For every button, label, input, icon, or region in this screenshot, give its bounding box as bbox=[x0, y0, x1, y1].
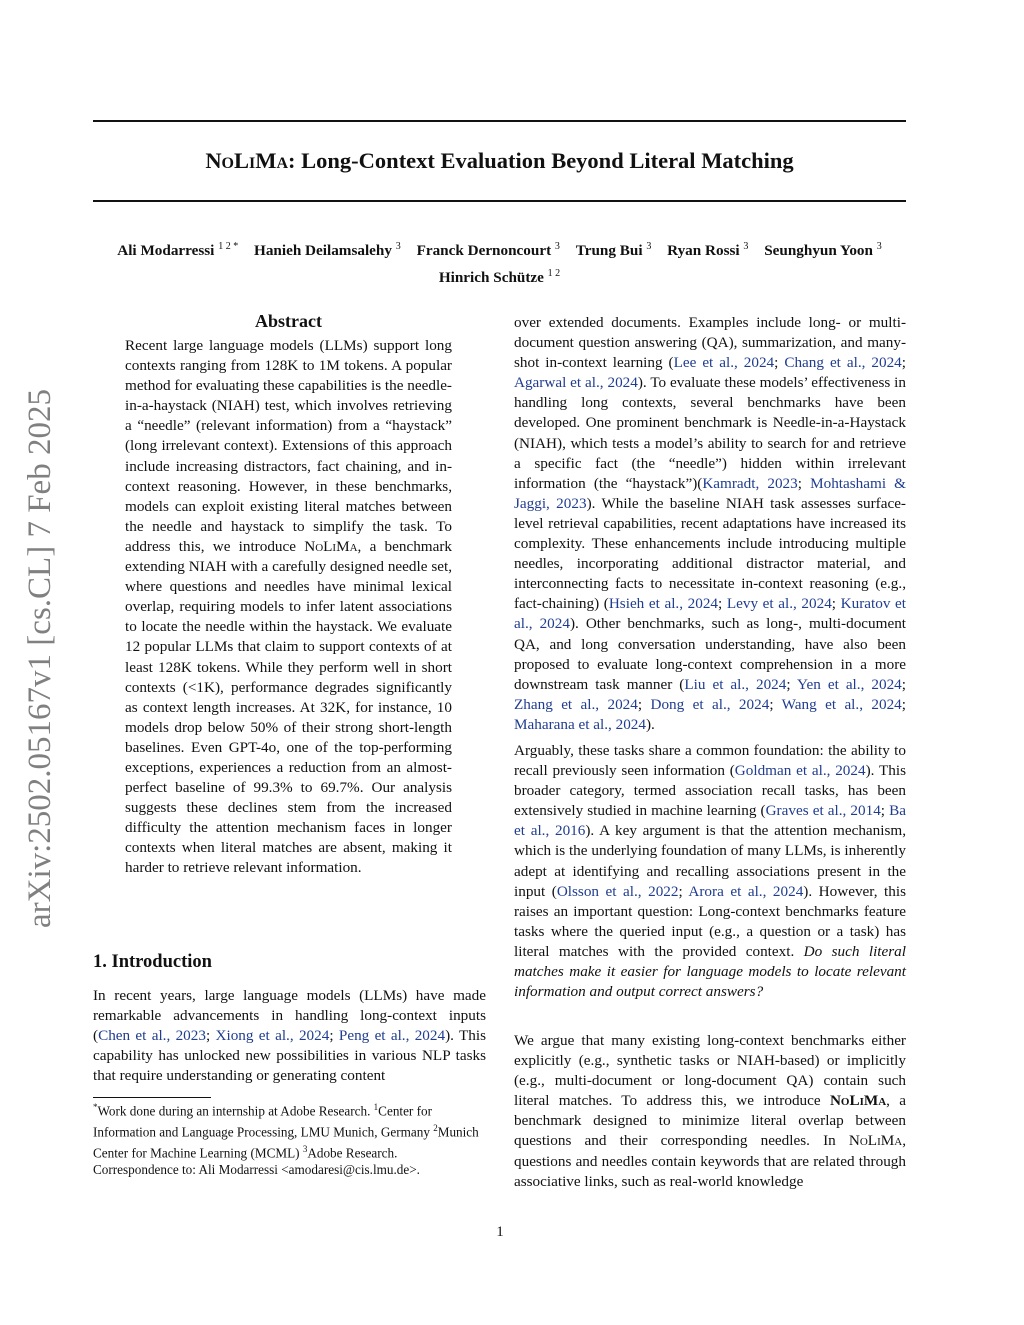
body-paragraph: We argue that many existing long-context benchmarks either explicitly (e.g., synthetic tasks or NIAH-based) or implicitly (e.g., multi-document or long-document QA) contain such literal matches. To address this, we introduce NoLiMa, a benchmark designed to minimize literal overlap between questions and their corresponding needles. In NoLiMa, questions and needles contain keywords that are related through associative links, such as real-world knowledge bbox=[514, 1032, 906, 1190]
citation-link[interactable]: Levy et al., 2024 bbox=[726, 595, 832, 613]
citation-link[interactable]: Graves et al., 2014 bbox=[765, 802, 881, 820]
citation-link[interactable]: Mohtashami & Jaggi, 2023 bbox=[514, 474, 906, 512]
author: Seunghyun Yoon $^3$ bbox=[764, 241, 882, 260]
footnote-divider bbox=[93, 1097, 211, 1098]
citation-link[interactable]: Agarwal et al., 2024 bbox=[514, 374, 638, 392]
author: Trung Bui $^3$ bbox=[575, 241, 652, 260]
citation-link[interactable]: Olsson et al., 2022 bbox=[556, 882, 679, 900]
author: Ryan Rossi $^3$ bbox=[667, 241, 749, 260]
citation-link[interactable]: Dong et al., 2024 bbox=[650, 695, 770, 713]
citation-link[interactable]: Kuratov et al., 2024 bbox=[514, 595, 906, 633]
citation-link[interactable]: Wang et al., 2024 bbox=[781, 695, 902, 713]
body-paragraph: Arguably, these tasks share a common foundation: the ability to recall previously seen information (Goldman et al., 2024). This broader category, termed association recall tasks, has been extensively studied in machine learning (Graves et al., 2014; Ba et al., 2016). A key argument is that the attention mechanism, which is the underlying foundation of many LLMs, is inherently adept at identifying and recalling associations present in the input (Olsson et al., 2022; Arora et al., 2024). However, this raises an important question: Long-context benchmarks feature tasks where the queried input (e.g., a question or a task) has literal matches with the provided context. Do such literal matches make it easier for language models to locate relevant information and output correct answers? bbox=[514, 742, 907, 1001]
author: Hinrich Schütze $^{1 2}$ bbox=[438, 268, 561, 287]
citation-link[interactable]: Chang et al., 2024 bbox=[784, 354, 902, 372]
arxiv-identifier: arXiv:2502.05167v1 [cs.CL] 7 Feb 2025 bbox=[22, 389, 58, 928]
title-rest: : Long-Context Evaluation Beyond Literal Matching bbox=[288, 148, 794, 173]
citation-link[interactable]: Hsieh et al., 2024 bbox=[608, 595, 719, 613]
intro-paragraph: In recent years, large language models (LLMs) have made remarkable advancements in handling long-context inputs (Chen et al., 2023; Xiong et al., 2024; Peng et al., 2024). This capability has unlocked new possibilities in various NLP tasks that require understanding or generating content bbox=[93, 987, 486, 1085]
citation-link[interactable]: Ba et al., 2016 bbox=[514, 802, 906, 840]
citation-link[interactable]: Zhang et al., 2024 bbox=[514, 695, 638, 713]
abstract-text: Recent large language models (LLMs) support long contexts ranging from 128K to 1M tokens. A popular method for evaluating these capabilities is the needle-in-a-haystack (NIAH) test, which involves retrieving a “needle” (relevant information) from a “haystack” (long irrelevant context). Extensions of this approach include increasing distractors, fact chaining, and in-context reasoning. However, in these benchmarks, models can exploit existing literal matches between the needle and haystack to simplify the task. To address this, we introduce NoLiMa, a benchmark extending NIAH with a carefully designed needle set, where questions and needles have minimal lexical overlap, requiring models to infer latent associations to locate the needle within the haystack. We evaluate 12 popular LLMs that claim to support contexts of at least 128K tokens. While they perform well in short contexts (<1K), performance degrades significantly as context length increases. At 32K, for instance, 10 models drop below 50% of their strong short-length baselines. Even GPT-4o, one of the top-performing exceptions, experiences a reduction from an almost-perfect baseline of 99.3% to 69.7%. Our analysis suggests these declines stem from the increased difficulty the attention mechanism faces in longer contexts when literal matches are absent, making it harder to retrieve relevant information. bbox=[125, 337, 452, 877]
citation-link[interactable]: Kamradt, 2023 bbox=[702, 474, 798, 492]
title-rule-bottom bbox=[93, 200, 906, 202]
paper-title bbox=[93, 146, 906, 176]
page-number: 1 bbox=[496, 1224, 504, 1240]
citation-link[interactable]: Yen et al., 2024 bbox=[797, 675, 902, 693]
citation-link[interactable]: Maharana et al., 2024 bbox=[514, 715, 646, 733]
author: Hanieh Deilamsalehy $^3$ bbox=[254, 241, 401, 260]
citation-link[interactable]: Liu et al., 2024 bbox=[684, 675, 787, 693]
title-rule-top bbox=[93, 120, 906, 122]
citation-link[interactable]: Peng et al., 2024 bbox=[338, 1027, 446, 1045]
footnote: *Work done during an internship at Adobe Research. $^1$Center for Information and Language Processing, LMU Munich, Germany $^2$Munich Center for Machine Learning (MCML) $^3$Adobe Research. Correspondence to: Ali Modarressi <amodaresi@cis.lmu.de>. bbox=[93, 1102, 479, 1178]
author: Ali Modarressi $^{1 2 *}$ bbox=[117, 241, 239, 260]
citation-link[interactable]: Arora et al., 2024 bbox=[688, 882, 804, 900]
title-name: NoLiMa bbox=[205, 148, 289, 173]
abstract-heading: Abstract bbox=[255, 311, 322, 331]
citation-link[interactable]: Chen et al., 2023 bbox=[98, 1027, 206, 1045]
citation-link[interactable]: Goldman et al., 2024 bbox=[734, 762, 866, 780]
author: Franck Dernoncourt $^3$ bbox=[416, 241, 560, 260]
citation-link[interactable]: Xiong et al., 2024 bbox=[215, 1027, 330, 1045]
author-list bbox=[93, 235, 906, 289]
section-heading-introduction: 1. Introduction bbox=[93, 952, 212, 972]
citation-link[interactable]: Lee et al., 2024 bbox=[673, 354, 775, 372]
body-paragraph: over extended documents. Examples include long- or multi-document question answering (QA), summarization, and many-shot in-context learning (Lee et al., 2024; Chang et al., 2024; Agarwal et al., 2024). To evaluate these models’ effectiveness in handling long contexts, several benchmarks have been developed. One prominent benchmark is Needle-in-a-Haystack (NIAH), which tests a model’s ability to search for and retrieve a specific fact (the “needle”) hidden within irrelevant information (the “haystack”)(Kamradt, 2023; Mohtashami & Jaggi, 2023). While the baseline NIAH task assesses surface-level retrieval capabilities, recent adaptations have increased its complexity. These enhancements include introducing multiple needles, incorporating additional distractor material, and interconnecting facts to necessitate in-context reasoning (e.g., fact-chaining) (Hsieh et al., 2024; Levy et al., 2024; Kuratov et al., 2024). Other benchmarks, such as long-, multi-document QA, and long conversation understanding, have also been proposed to evaluate long-context comprehension in a more downstream task manner (Liu et al., 2024; Yen et al., 2024; Zhang et al., 2024; Dong et al., 2024; Wang et al., 2024; Maharana et al., 2024). bbox=[514, 314, 907, 733]
